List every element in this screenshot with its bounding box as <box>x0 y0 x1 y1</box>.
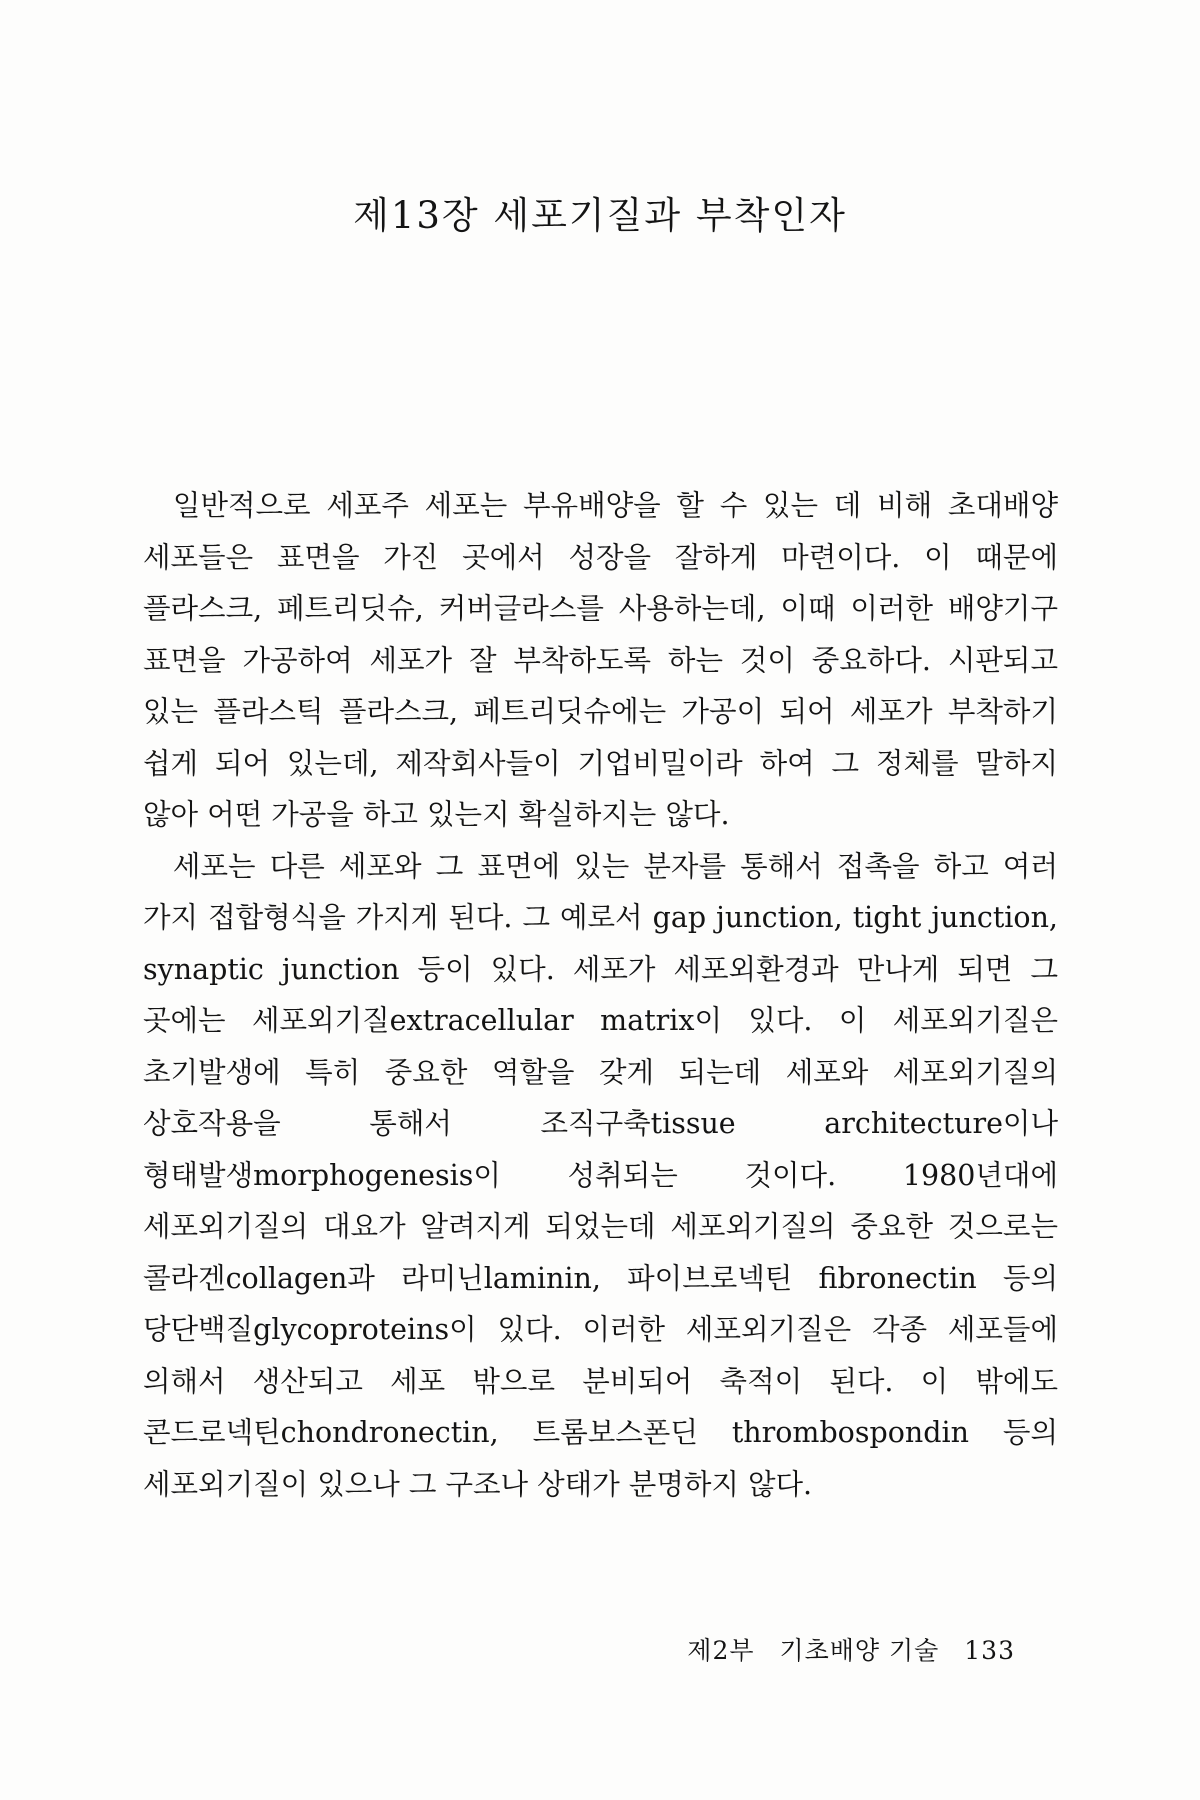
page-footer <box>0 1631 1015 1667</box>
footer-section: 기초배양 기술 <box>779 1636 940 1665</box>
chapter-title: 제13장 세포기질과 부착인자 <box>353 194 847 237</box>
footer-part: 제2부 <box>687 1636 755 1665</box>
body-text <box>143 480 1058 1510</box>
paragraph-1: 일반적으로 세포주 세포는 부유배양을 할 수 있는 데 비해 초대배양 세포들은 표면을 가진 곳에서 성장을 잘하게 마련이다. 이 때문에 플라스크, 페트리딧슈, 커버글라스를 사용하는데, 이때 이러한 배양기구 표면을 가공하여 세포가 잘 부착하도록 하는 것이 중요하다. 시판되고 있는 플라스틱 플라스크, 페트리딧슈에는 가공이 되어 세포가 부착하기 쉽게 되어 있는데, 제작회사들이 기업비밀이라 하여 그 정체를 말하지 않아 어떤 가공을 하고 있는지 확실하지는 않다. <box>143 489 1058 831</box>
paragraph-2: 세포는 다른 세포와 그 표면에 있는 분자를 통해서 접촉을 하고 여러 가지 접합형식을 가지게 된다. 그 예로서 gap junction, tight junction, synaptic junction 등이 있다. 세포가 세포외환경과 만나게 되면 그 곳에는 세포외기질extracellular matrix이 있다. 이 세포외기질은 초기발생에 특히 중요한 역할을 갖게 되는데 세포와 세포외기질의 상호작용을 통해서 조직구축tissue architecture이나 형태발생morphogenesis이 성취되는 것이다. 1980년대에 세포외기질의 대요가 알려지게 되었는데 세포외기질의 중요한 것으로는 콜라겐collagen과 라미닌laminin, 파이브로넥틴 fibronectin 등의 당단백질glycoproteins이 있다. 이러한 세포외기질은 각종 세포들에 의해서 생산되고 세포 밖으로 분비되어 축적이 된다. 이 밖에도 콘드로넥틴chondronectin, 트롬보스폰딘 thrombospondin 등의 세포외기질이 있으나 그 구조나 상태가 분명하지 않다. <box>143 849 1058 1501</box>
page-number: 133 <box>964 1636 1015 1665</box>
